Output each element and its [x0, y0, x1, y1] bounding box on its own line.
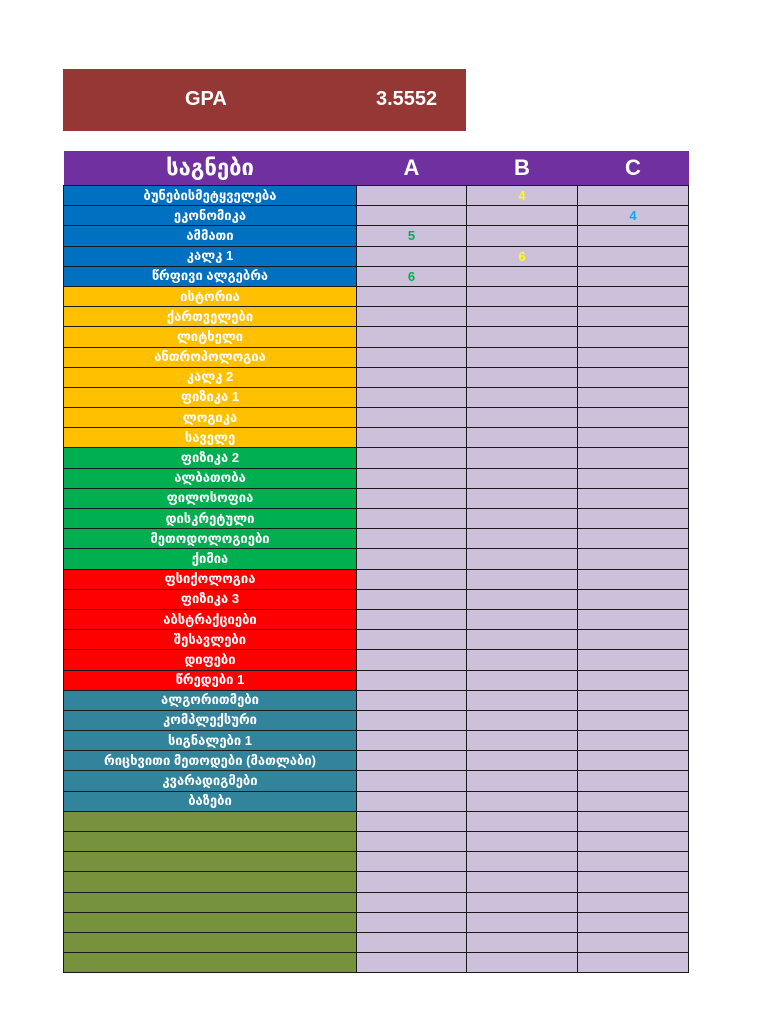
- grade-b-cell[interactable]: [467, 529, 578, 549]
- grade-c-cell[interactable]: [578, 286, 689, 306]
- grade-a-cell[interactable]: [357, 408, 467, 428]
- grade-c-cell[interactable]: [578, 630, 689, 650]
- subject-cell[interactable]: ეკონომიკა: [64, 206, 357, 226]
- subject-cell[interactable]: კომპლექსური: [64, 710, 357, 730]
- grade-a-cell[interactable]: 5: [357, 226, 467, 246]
- grade-c-cell[interactable]: 4: [578, 206, 689, 226]
- grade-a-cell[interactable]: [357, 529, 467, 549]
- table-row: [64, 347, 689, 367]
- table-row: [64, 771, 689, 791]
- grade-c-cell[interactable]: [578, 751, 689, 771]
- subject-cell[interactable]: ალბათობა: [64, 468, 357, 488]
- table-row: [64, 751, 689, 771]
- grade-a-cell[interactable]: [357, 630, 467, 650]
- subject-cell[interactable]: შესავლები: [64, 630, 357, 650]
- table-row: [64, 609, 689, 629]
- table-row: [64, 529, 689, 549]
- table-row: [64, 852, 689, 872]
- grade-c-cell[interactable]: [578, 932, 689, 952]
- grade-c-cell[interactable]: [578, 589, 689, 609]
- grade-a-cell[interactable]: [357, 791, 467, 811]
- grade-c-cell[interactable]: [578, 246, 689, 266]
- grade-c-cell[interactable]: [578, 408, 689, 428]
- subject-cell[interactable]: წრედები 1: [64, 670, 357, 690]
- subject-cell[interactable]: კვარადიგმები: [64, 771, 357, 791]
- grade-b-cell[interactable]: [467, 549, 578, 569]
- table-row: [64, 731, 689, 751]
- grade-c-cell[interactable]: [578, 912, 689, 932]
- grade-b-cell[interactable]: [467, 387, 578, 407]
- subject-cell[interactable]: ანთროპოლოგია: [64, 347, 357, 367]
- grade-c-cell[interactable]: [578, 266, 689, 286]
- header-subjects: საგნები: [64, 151, 357, 186]
- table-row: [64, 286, 689, 306]
- grade-c-cell[interactable]: [578, 347, 689, 367]
- grade-b-cell[interactable]: [467, 266, 578, 286]
- grade-b-cell[interactable]: [467, 307, 578, 327]
- subject-cell[interactable]: ბაზები: [64, 791, 357, 811]
- table-row: [64, 953, 689, 973]
- grade-b-cell[interactable]: [467, 569, 578, 589]
- subject-cell[interactable]: [64, 953, 357, 973]
- table-row: [64, 387, 689, 407]
- header-row: [64, 151, 689, 186]
- grade-b-cell[interactable]: [467, 832, 578, 852]
- grade-c-cell[interactable]: [578, 872, 689, 892]
- table-row: [64, 912, 689, 932]
- grade-a-cell[interactable]: [357, 690, 467, 710]
- table-row: [64, 448, 689, 468]
- subject-cell[interactable]: სიგნალები 1: [64, 731, 357, 751]
- grade-a-cell[interactable]: [357, 731, 467, 751]
- grade-a-cell[interactable]: [357, 387, 467, 407]
- table-row: [64, 246, 689, 266]
- grade-a-cell[interactable]: [357, 852, 467, 872]
- grade-b-cell[interactable]: [467, 690, 578, 710]
- table-row: [64, 468, 689, 488]
- grade-a-cell[interactable]: [357, 206, 467, 226]
- grades-table: [63, 151, 689, 973]
- grade-c-cell[interactable]: [578, 448, 689, 468]
- table-row: [64, 488, 689, 508]
- grade-c-cell[interactable]: [578, 549, 689, 569]
- grade-c-cell[interactable]: [578, 710, 689, 730]
- gpa-box: [63, 69, 466, 131]
- header-a: A: [357, 151, 467, 186]
- header-b: B: [467, 151, 578, 186]
- gpa-value: 3.5552: [376, 88, 438, 110]
- grade-c-cell[interactable]: [578, 186, 689, 206]
- grade-c-cell[interactable]: [578, 953, 689, 973]
- grade-c-cell[interactable]: [578, 509, 689, 529]
- grade-b-cell[interactable]: [467, 751, 578, 771]
- grade-b-cell[interactable]: [467, 872, 578, 892]
- table-row: [64, 367, 689, 387]
- grade-b-cell[interactable]: [467, 731, 578, 751]
- subject-cell[interactable]: ლოგიკა: [64, 408, 357, 428]
- table-row: [64, 791, 689, 811]
- grade-a-cell[interactable]: [357, 872, 467, 892]
- table-row: [64, 710, 689, 730]
- grade-b-cell[interactable]: [467, 609, 578, 629]
- table-row: [64, 872, 689, 892]
- subject-cell[interactable]: ფილოსოფია: [64, 488, 357, 508]
- grade-c-cell[interactable]: [578, 791, 689, 811]
- subject-cell[interactable]: ბუნებისმეტყველება: [64, 186, 357, 206]
- table-row: [64, 266, 689, 286]
- table-row: [64, 226, 689, 246]
- grade-b-cell[interactable]: [467, 892, 578, 912]
- grade-a-cell[interactable]: [357, 246, 467, 266]
- subject-cell[interactable]: ფიზიკა 3: [64, 589, 357, 609]
- grade-c-cell[interactable]: [578, 731, 689, 751]
- grade-a-cell[interactable]: [357, 892, 467, 912]
- subject-cell[interactable]: [64, 912, 357, 932]
- table-row: [64, 630, 689, 650]
- grade-a-cell[interactable]: [357, 286, 467, 306]
- grade-c-cell[interactable]: [578, 852, 689, 872]
- grade-a-cell[interactable]: [357, 811, 467, 831]
- grade-b-cell[interactable]: [467, 771, 578, 791]
- table-row: [64, 932, 689, 952]
- grade-a-cell[interactable]: [357, 932, 467, 952]
- grade-b-cell[interactable]: [467, 448, 578, 468]
- subject-cell[interactable]: [64, 832, 357, 852]
- subject-cell[interactable]: ისტორია: [64, 286, 357, 306]
- grade-b-cell[interactable]: [467, 367, 578, 387]
- grade-c-cell[interactable]: [578, 690, 689, 710]
- grade-b-cell[interactable]: [467, 428, 578, 448]
- grade-b-cell[interactable]: [467, 468, 578, 488]
- grade-c-cell[interactable]: [578, 387, 689, 407]
- grade-c-cell[interactable]: [578, 892, 689, 912]
- grade-c-cell[interactable]: [578, 367, 689, 387]
- grade-b-cell[interactable]: [467, 811, 578, 831]
- grade-c-cell[interactable]: [578, 832, 689, 852]
- grade-a-cell[interactable]: [357, 367, 467, 387]
- grade-c-cell[interactable]: [578, 811, 689, 831]
- subject-cell[interactable]: საველე: [64, 428, 357, 448]
- grade-c-cell[interactable]: [578, 569, 689, 589]
- subject-cell[interactable]: მეთოდოლოგიები: [64, 529, 357, 549]
- grade-a-cell[interactable]: [357, 650, 467, 670]
- subject-cell[interactable]: [64, 892, 357, 912]
- subject-cell[interactable]: ფსიქოლოგია: [64, 569, 357, 589]
- subject-cell[interactable]: რიცხვითი მეთოდები (მათლაბი): [64, 751, 357, 771]
- grade-b-cell[interactable]: [467, 488, 578, 508]
- grade-a-cell[interactable]: [357, 771, 467, 791]
- grade-a-cell[interactable]: 6: [357, 266, 467, 286]
- grade-a-cell[interactable]: [357, 307, 467, 327]
- table-row: [64, 509, 689, 529]
- subject-cell[interactable]: ამმათი: [64, 226, 357, 246]
- grade-a-cell[interactable]: [357, 186, 467, 206]
- grade-a-cell[interactable]: [357, 609, 467, 629]
- grade-c-cell[interactable]: [578, 609, 689, 629]
- table-row: [64, 307, 689, 327]
- table-row: [64, 327, 689, 347]
- subject-cell[interactable]: ქიმია: [64, 549, 357, 569]
- gpa-label: GPA: [185, 88, 227, 110]
- grade-c-cell[interactable]: [578, 771, 689, 791]
- subject-cell[interactable]: დისკრეტული: [64, 509, 357, 529]
- grade-a-cell[interactable]: [357, 428, 467, 448]
- table-row: [64, 569, 689, 589]
- grade-a-cell[interactable]: [357, 953, 467, 973]
- grade-a-cell[interactable]: [357, 912, 467, 932]
- grade-a-cell[interactable]: [357, 710, 467, 730]
- grade-b-cell[interactable]: [467, 953, 578, 973]
- grade-b-cell[interactable]: [467, 912, 578, 932]
- grade-b-cell[interactable]: [467, 670, 578, 690]
- subject-cell[interactable]: ლიტხელი: [64, 327, 357, 347]
- grade-b-cell[interactable]: [467, 206, 578, 226]
- grade-b-cell[interactable]: [467, 226, 578, 246]
- subject-cell[interactable]: [64, 932, 357, 952]
- grade-a-cell[interactable]: [357, 549, 467, 569]
- grade-c-cell[interactable]: [578, 488, 689, 508]
- table-row: [64, 589, 689, 609]
- subject-cell[interactable]: აბსტრაქციები: [64, 609, 357, 629]
- table-row: [64, 428, 689, 448]
- subject-cell[interactable]: წრფივი ალგებრა: [64, 266, 357, 286]
- grade-b-cell[interactable]: 4: [467, 186, 578, 206]
- grade-b-cell[interactable]: 6: [467, 246, 578, 266]
- subject-cell[interactable]: ალგორითმები: [64, 690, 357, 710]
- grades-body: [64, 186, 689, 973]
- grade-b-cell[interactable]: [467, 630, 578, 650]
- subject-cell[interactable]: [64, 811, 357, 831]
- grade-a-cell[interactable]: [357, 448, 467, 468]
- grade-b-cell[interactable]: [467, 286, 578, 306]
- grade-b-cell[interactable]: [467, 932, 578, 952]
- table-row: [64, 892, 689, 912]
- subject-cell[interactable]: ფიზიკა 1: [64, 387, 357, 407]
- grade-a-cell[interactable]: [357, 488, 467, 508]
- subject-cell[interactable]: დიფები: [64, 650, 357, 670]
- grade-c-cell[interactable]: [578, 428, 689, 448]
- table-row: [64, 408, 689, 428]
- grade-c-cell[interactable]: [578, 529, 689, 549]
- grade-a-cell[interactable]: [357, 832, 467, 852]
- grade-a-cell[interactable]: [357, 468, 467, 488]
- subject-cell[interactable]: ქართველები: [64, 307, 357, 327]
- grade-a-cell[interactable]: [357, 751, 467, 771]
- subject-cell[interactable]: ფიზიკა 2: [64, 448, 357, 468]
- table-row: [64, 670, 689, 690]
- grade-b-cell[interactable]: [467, 347, 578, 367]
- grade-c-cell[interactable]: [578, 226, 689, 246]
- subject-cell[interactable]: [64, 872, 357, 892]
- grade-a-cell[interactable]: [357, 509, 467, 529]
- grade-b-cell[interactable]: [467, 710, 578, 730]
- grade-a-cell[interactable]: [357, 347, 467, 367]
- header-c: C: [578, 151, 689, 186]
- table-row: [64, 832, 689, 852]
- grade-c-cell[interactable]: [578, 307, 689, 327]
- subject-cell[interactable]: [64, 852, 357, 872]
- table-row: [64, 690, 689, 710]
- grade-b-cell[interactable]: [467, 589, 578, 609]
- grade-c-cell[interactable]: [578, 327, 689, 347]
- grade-a-cell[interactable]: [357, 327, 467, 347]
- grade-b-cell[interactable]: [467, 852, 578, 872]
- table-row: [64, 549, 689, 569]
- table-row: [64, 811, 689, 831]
- grade-b-cell[interactable]: [467, 791, 578, 811]
- grade-b-cell[interactable]: [467, 327, 578, 347]
- table-row: [64, 206, 689, 226]
- grade-c-cell[interactable]: [578, 468, 689, 488]
- grade-a-cell[interactable]: [357, 670, 467, 690]
- subject-cell[interactable]: კალკ 1: [64, 246, 357, 266]
- subject-cell[interactable]: კალკ 2: [64, 367, 357, 387]
- table-row: [64, 650, 689, 670]
- table-row: [64, 186, 689, 206]
- grade-c-cell[interactable]: [578, 650, 689, 670]
- grade-b-cell[interactable]: [467, 509, 578, 529]
- grade-c-cell[interactable]: [578, 670, 689, 690]
- grade-a-cell[interactable]: [357, 589, 467, 609]
- grade-b-cell[interactable]: [467, 650, 578, 670]
- grade-b-cell[interactable]: [467, 408, 578, 428]
- grade-a-cell[interactable]: [357, 569, 467, 589]
